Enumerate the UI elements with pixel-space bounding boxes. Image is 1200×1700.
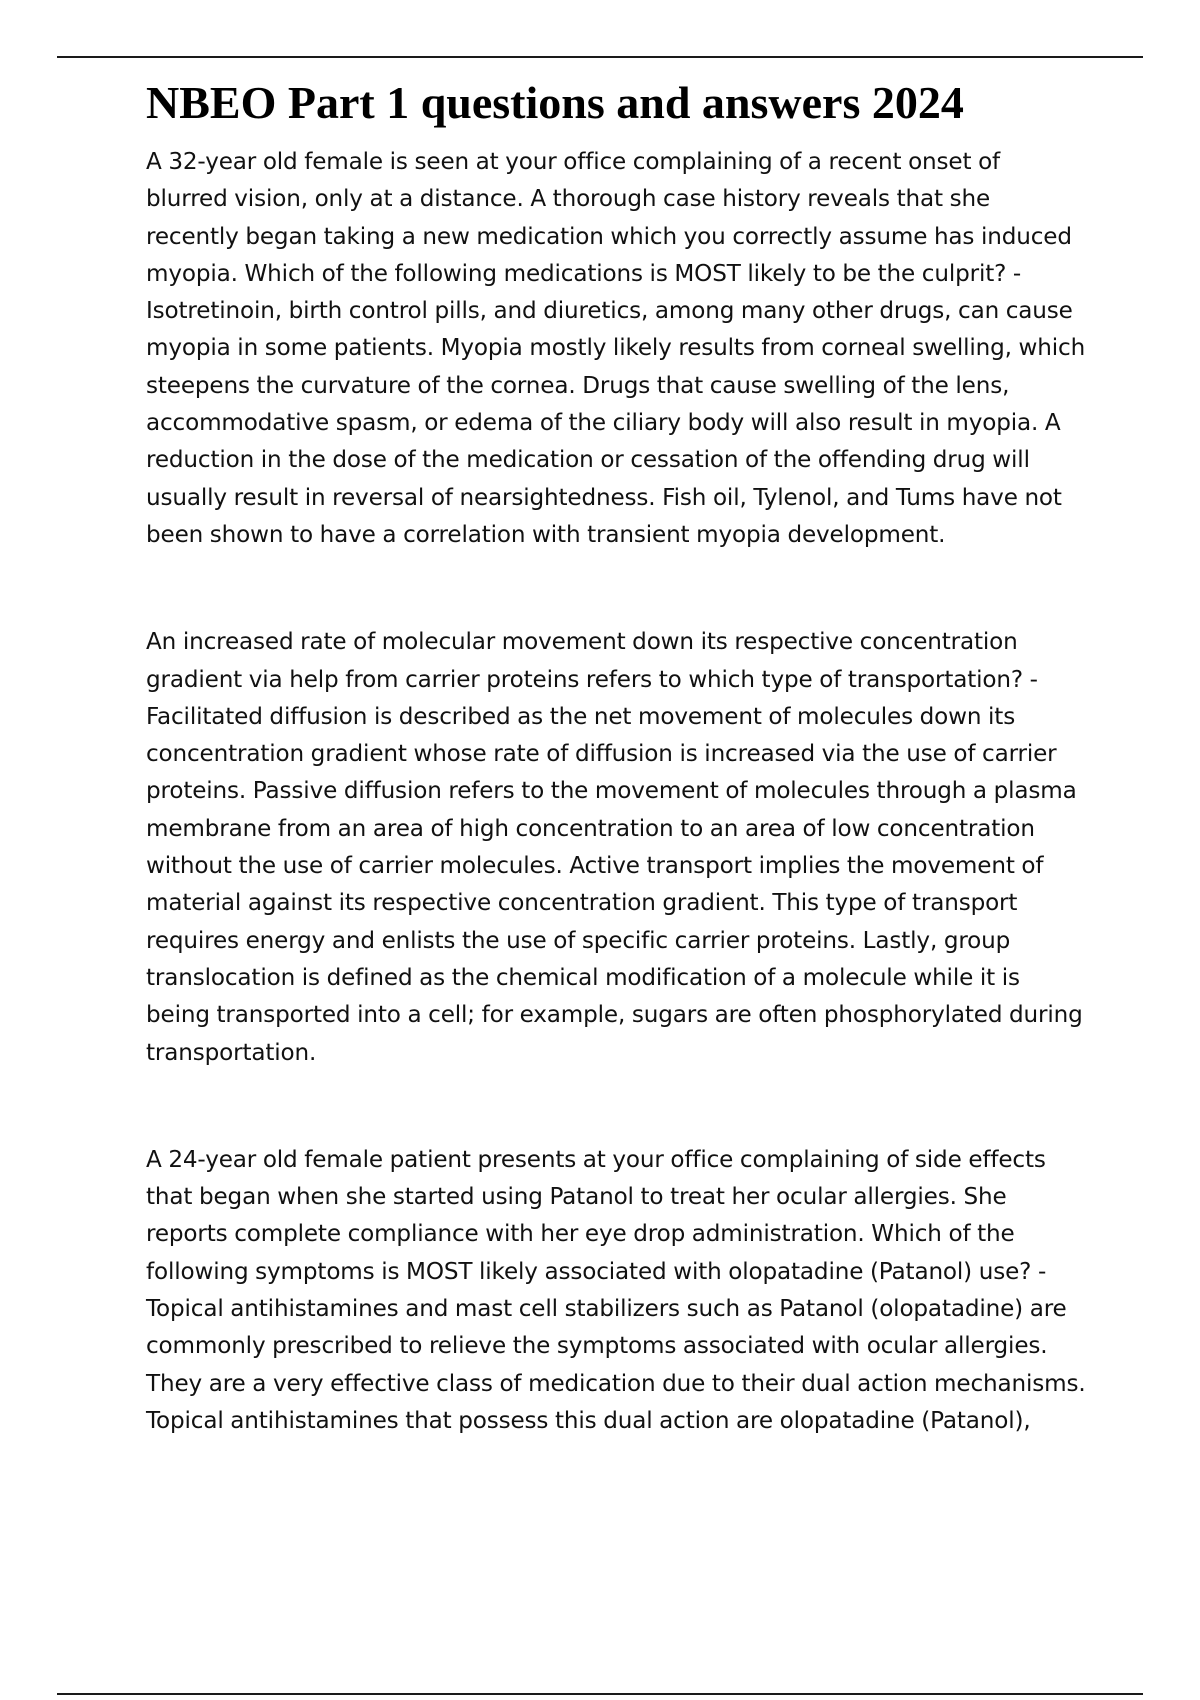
qa-entry-myopia: A 32-year old female is seen at your office complaining of a recent onset of blurred vision, only at a distance. A thorough case history reveals that she recently began taking a new medication which you correctly assume has induced myopia. Which of the following medications is MOST likely to be the culprit? - Isotretinoin, birth control pills, and diuretics, among many other drugs, can cause myopia in some patients. Myopia mostly likely results from corneal swelling, which steepens the curvature of the cornea. Drugs that cause swelling of the lens, accommodative spasm, or edema of the ciliary body will also result in myopia. A reduction in the dose of the medication or cessation of the offending drug will usually result in reversal of nearsightedness. Fish oil, Tylenol, and Tums have not been shown to have a correlation with transient myopia development.	[146, 149, 1086, 548]
bottom-divider	[57, 1693, 1143, 1695]
qa-entry-patanol: A 24-year old female patient presents at your office complaining of side effects that began when she started using Patanol to treat her ocular allergies. She reports complete compliance with her eye drop administration. Which of the following symptoms is MOST likely associated with olopatadine (Patanol) use? - Topical antihistamines and mast cell stabilizers such as Patanol (olopatadine) are commonly prescribed to relieve the symptoms associated with ocular allergies. They are a very effective class of medication due to their dual action mechanisms. Topical antihistamines that possess this dual action are olopatadine (Patanol),	[146, 1146, 1086, 1434]
document-body	[146, 70, 1086, 1440]
page-title: NBEO Part 1 questions and answers 2024	[146, 77, 964, 128]
top-divider	[57, 56, 1143, 58]
qa-entry-facilitated-diffusion: An increased rate of molecular movement down its respective concentration gradient via help from carrier proteins refers to which type of transportation? - Facilitated diffusion is described as the net movement of molecules down its concentration gradient whose rate of diffusion is increased via the use of carrier proteins. Passive diffusion refers to the movement of molecules through a plasma membrane from an area of high concentration to an area of low concentration without the use of carrier molecules. Active transport implies the movement of material against its respective concentration gradient. This type of transport requires energy and enlists the use of specific carrier proteins. Lastly, group translocation is defined as the chemical modification of a molecule while it is being transported into a cell; for example, sugars are often phosphorylated during transportation.	[146, 629, 1083, 1066]
